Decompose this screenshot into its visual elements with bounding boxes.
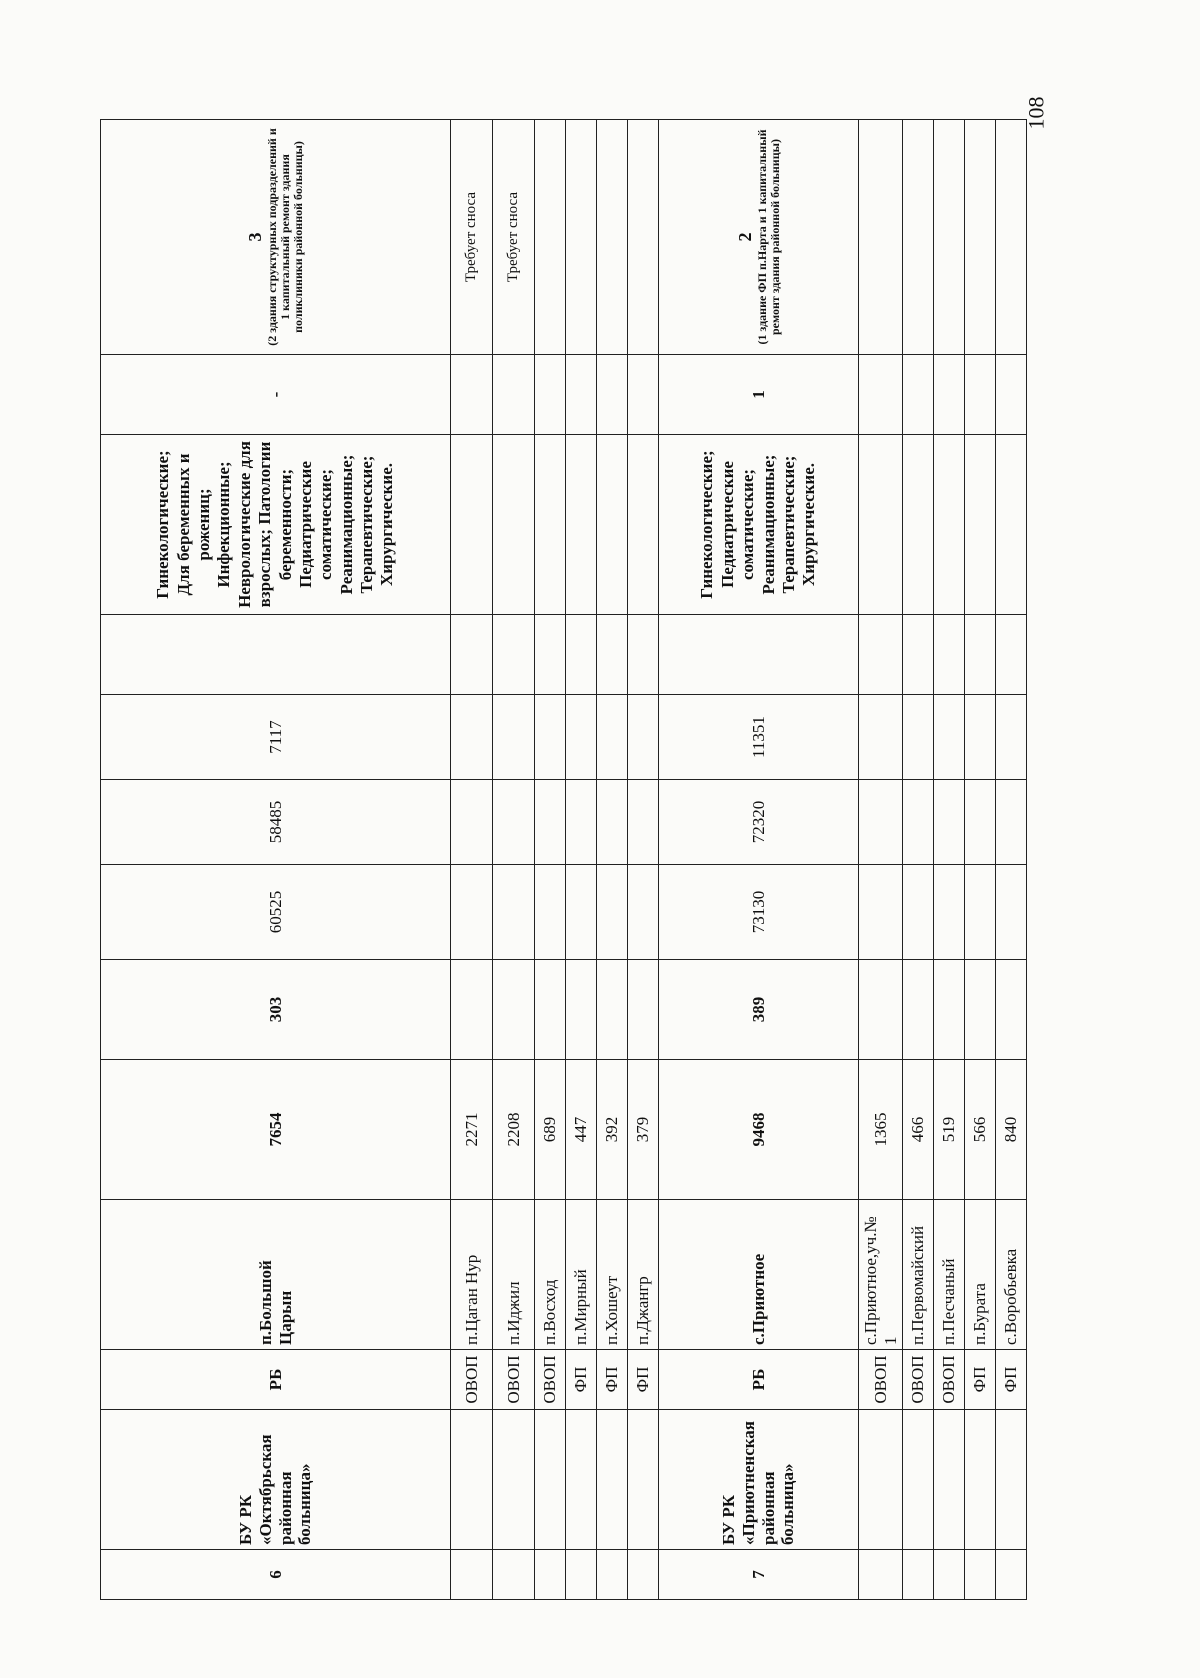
facility-type: РБ — [659, 1350, 859, 1410]
table-row — [101, 120, 451, 1600]
construction-note — [903, 120, 934, 355]
settlement: п.Восход — [535, 1200, 566, 1350]
table-row — [535, 120, 566, 1600]
construction-note: Требует сноса — [451, 120, 493, 355]
table-row — [903, 120, 934, 1600]
settlement: п.Большой Царын — [101, 1200, 451, 1350]
value-col9 — [101, 615, 451, 695]
population: 2271 — [451, 1060, 493, 1200]
departments-list: Гинекологические; Для беременных и рожениц; Инфекционные; Неврологические для взрослых; Патологии беременности; Педиатрические соматические; Реанимационные; Терапевтические; Хирургические. — [101, 435, 451, 615]
settlement: п.Песчаный — [934, 1200, 965, 1350]
settlement: п.Цаган Нур — [451, 1200, 493, 1350]
value-col5: 303 — [101, 960, 451, 1060]
table-row — [934, 120, 965, 1600]
facility-type: ОВОП — [535, 1350, 566, 1410]
population: 379 — [628, 1060, 659, 1200]
value-col5: 389 — [659, 960, 859, 1060]
departments-list: Гинекологические; Педиатрические соматические; Реанимационные; Терапевтические; Хирургические. — [659, 435, 859, 615]
construction-note — [965, 120, 996, 355]
settlement: п.Хошеут — [597, 1200, 628, 1350]
facility-type: ФП — [996, 1350, 1027, 1410]
row-number: 6 — [101, 1550, 451, 1600]
value-col8: 11351 — [659, 695, 859, 780]
table-row — [628, 120, 659, 1600]
value-col11: - — [101, 355, 451, 435]
facility-type: ОВОП — [903, 1350, 934, 1410]
construction-note — [628, 120, 659, 355]
table-row — [859, 120, 903, 1600]
construction-note: (2 здания структурных подразделений и 1 капитальный ремонт здания поликлиники районной больницы) — [265, 128, 306, 346]
table-row — [493, 120, 535, 1600]
table-row — [566, 120, 597, 1600]
value-col6: 60525 — [101, 865, 451, 960]
facility-type: ФП — [566, 1350, 597, 1410]
population: 447 — [566, 1060, 597, 1200]
construction-note — [859, 120, 903, 355]
value-col9 — [659, 615, 859, 695]
settlement: п.Иджил — [493, 1200, 535, 1350]
population: 519 — [934, 1060, 965, 1200]
value-col7: 72320 — [659, 780, 859, 865]
population: 566 — [965, 1060, 996, 1200]
construction-note — [996, 120, 1027, 355]
row-number: 7 — [659, 1550, 859, 1600]
settlement: п.Первомайский — [903, 1200, 934, 1350]
organization-name: БУ РК «Октябрьская районная больница» — [101, 1410, 451, 1550]
settlement: п.Бурата — [965, 1200, 996, 1350]
facility-type: ОВОП — [451, 1350, 493, 1410]
table-row — [965, 120, 996, 1600]
construction-note-cell — [659, 120, 859, 355]
facility-type: ОВОП — [859, 1350, 903, 1410]
facility-type: ОВОП — [934, 1350, 965, 1410]
facility-type: ФП — [597, 1350, 628, 1410]
construction-note — [535, 120, 566, 355]
value-col7: 58485 — [101, 780, 451, 865]
settlement: с.Приютное,уч.№ 1 — [859, 1200, 903, 1350]
settlement: п.Джангр — [628, 1200, 659, 1350]
facility-type: ФП — [965, 1350, 996, 1410]
population: 2208 — [493, 1060, 535, 1200]
population: 392 — [597, 1060, 628, 1200]
construction-note-cell — [101, 120, 451, 355]
settlement: с.Воробьевка — [996, 1200, 1027, 1350]
construction-note — [597, 120, 628, 355]
population: 466 — [903, 1060, 934, 1200]
construction-note — [934, 120, 965, 355]
value-col8: 7117 — [101, 695, 451, 780]
construction-count: 2 — [734, 232, 755, 242]
hospitals-table — [100, 119, 1027, 1600]
table-row — [451, 120, 493, 1600]
population: 840 — [996, 1060, 1027, 1200]
facility-type: ОВОП — [493, 1350, 535, 1410]
construction-note: (1 здание ФП п.Нарта и 1 капитальный ремонт здания районной больницы) — [754, 129, 782, 345]
construction-note: Требует сноса — [493, 120, 535, 355]
organization-name: БУ РК «Приютненская районная больница» — [659, 1410, 859, 1550]
page-number: 108 — [1023, 96, 1049, 130]
table-row — [659, 120, 859, 1600]
table-row — [996, 120, 1027, 1600]
rotated-table-wrapper — [100, 120, 1060, 1600]
population: 9468 — [659, 1060, 859, 1200]
settlement: п.Мирный — [566, 1200, 597, 1350]
value-col11: 1 — [659, 355, 859, 435]
facility-type: РБ — [101, 1350, 451, 1410]
settlement: с.Приютное — [659, 1200, 859, 1350]
facility-type: ФП — [628, 1350, 659, 1410]
population: 7654 — [101, 1060, 451, 1200]
population: 1365 — [859, 1060, 903, 1200]
population: 689 — [535, 1060, 566, 1200]
construction-note — [566, 120, 597, 355]
table-row — [597, 120, 628, 1600]
value-col6: 73130 — [659, 865, 859, 960]
construction-count: 3 — [245, 232, 266, 242]
